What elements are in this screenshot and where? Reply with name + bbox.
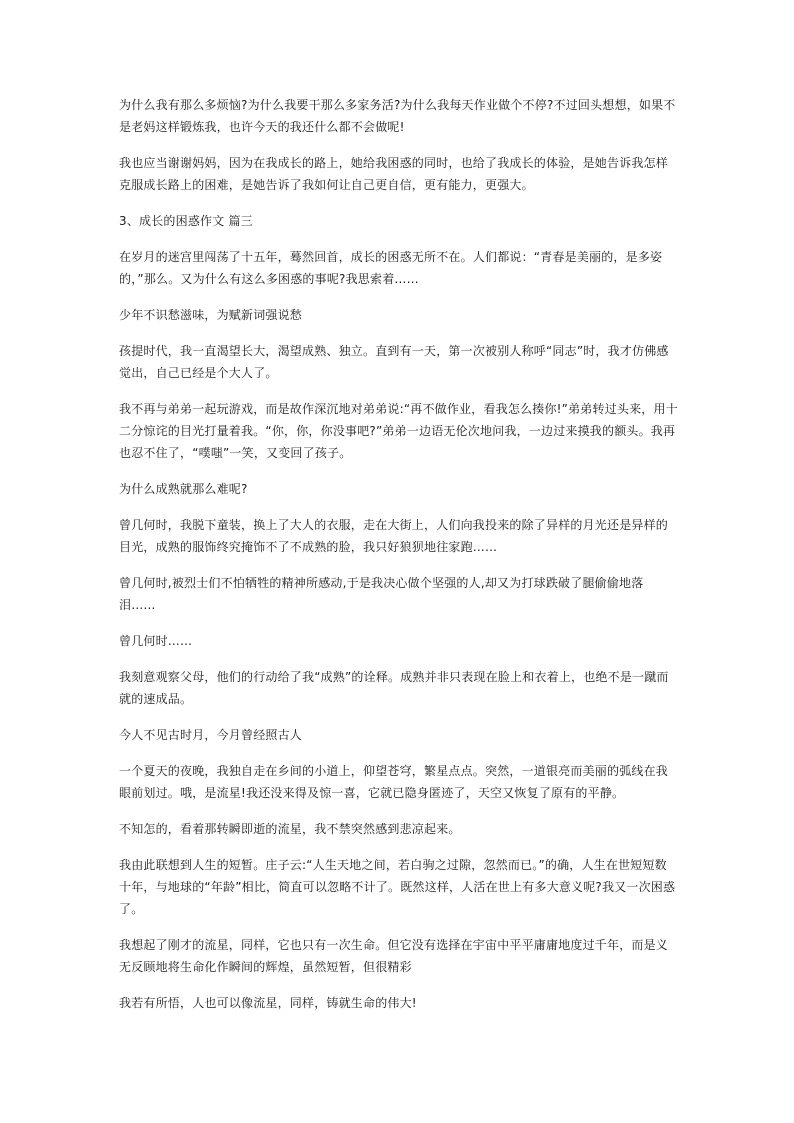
paragraph-3: 在岁月的迷宫里闯荡了十五年，蓦然回首，成长的困惑无所不在。人们都说：“青春是美丽的，是多姿的，”那么。又为什么有这么多困惑的事呢?我思索着…… bbox=[119, 250, 663, 286]
subheading-2: 为什么成熟就那么难呢? bbox=[119, 482, 248, 496]
paragraph-5: 我不再与弟弟一起玩游戏，而是故作深沉地对弟弟说:“再不做作业，看我怎么揍你!”弟弟转过头来，用十二分惊诧的目光打量着我。“你，你，你没事吧?”弟弟一边语无伦次地问我，一边过来摸我的额头。我再也忍不住了，“噗嗤”一笑，又变回了孩子。 bbox=[119, 402, 678, 460]
paragraph-8: 曾几何时…… bbox=[119, 634, 193, 648]
paragraph-13: 我想起了刚才的流星，同样，它也只有一次生命。但它没有选择在宇宙中平平庸庸地度过千年，而是义无反顾地将生命化作瞬间的辉煌，虽然短暂，但很精彩 bbox=[119, 938, 669, 974]
paragraph-11: 不知怎的，看着那转瞬即逝的流星，我不禁突然感到悲凉起来。 bbox=[119, 822, 461, 836]
paragraph-1: 为什么我有那么多烦恼?为什么我要干那么多家务活?为什么我每天作业做个不停?不过回头想想，如果不是老妈这样锻炼我，也许今天的我还什么都不会做呢! bbox=[119, 98, 676, 134]
subheading-3: 今人不见古时月，今月曾经照古人 bbox=[119, 728, 303, 742]
paragraph-14: 我若有所悟，人也可以像流星，同样，铸就生命的伟大! bbox=[119, 996, 417, 1010]
paragraph-4: 孩提时代，我一直渴望长大，渴望成熟、独立。直到有一天，第一次被别人称呼“同志”时，我才仿佛感觉出，自己已经是个大人了。 bbox=[119, 344, 669, 380]
document-page bbox=[119, 94, 679, 1028]
subheading-1: 少年不识愁滋味，为赋新词强说愁 bbox=[119, 308, 303, 322]
paragraph-7: 曾几何时,被烈士们不怕牺牲的精神所感动,于是我决心做个坚强的人,却又为打球跌破了腿偷偷地落泪…… bbox=[119, 576, 644, 612]
section-heading: 3、成长的困惑作文 篇三 bbox=[119, 214, 253, 228]
paragraph-10: 一个夏天的夜晚，我独自走在乡间的小道上，仰望苍穹，繁星点点。突然，一道银亮而美丽的弧线在我眼前划过。哦，是流星!我还没来得及惊一喜，它就已隐身匿迹了，天空又恢复了原有的平静。 bbox=[119, 764, 669, 800]
paragraph-6: 曾几何时，我脱下童装，换上了大人的衣服，走在大街上，人们向我投来的除了异样的月光还是异样的目光，成熟的服饰终究掩饰不了不成熟的脸，我只好狼狈地往家跑…… bbox=[119, 518, 669, 554]
paragraph-9: 我刻意观察父母，他们的行动给了我“成熟”的诠释。成熟并非只表现在脸上和衣着上，也绝不是一蹴而就的速成品。 bbox=[119, 670, 669, 706]
paragraph-12: 我由此联想到人生的短暂。庄子云:“人生天地之间，若白驹之过隙，忽然而已。”的确，人生在世短短数十年，与地球的“年龄”相比，简直可以忽略不计了。既然这样，人活在世上有多大意义呢?我又一次困惑了。 bbox=[119, 858, 676, 916]
paragraph-2: 我也应当谢谢妈妈，因为在我成长的路上，她给我困惑的同时，也给了我成长的体验，是她告诉我怎样克服成长路上的困难，是她告诉了我如何让自己更自信，更有能力，更强大。 bbox=[119, 156, 669, 192]
